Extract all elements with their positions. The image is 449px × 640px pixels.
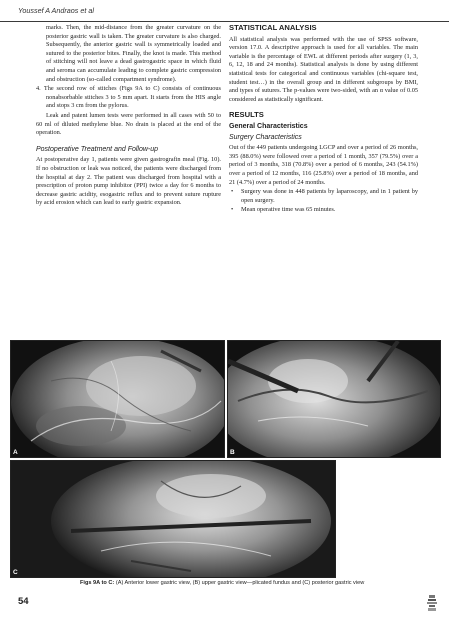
list-item-second-row: 4. The second row of stitches (Figs 9A to C) consists of continuous nonabsorbable stitches 3 to 5 mm apart. It starts from the HIS angle and stops 3 cm from the pylorus. [36,85,221,110]
right-column [229,24,418,216]
running-header: Youssef A Andraos et al [18,6,94,15]
figure-label-a: A [13,449,18,456]
bullet-operative-time: • Mean operative time was 65 minutes. [229,206,418,215]
heading-statistical-analysis: STATISTICAL ANALYSIS [229,23,317,32]
heading-results: RESULTS [229,110,264,120]
figure-9a-photo [10,340,225,458]
figure-caption [80,580,420,586]
heading-general-characteristics: General Characteristics [229,122,308,130]
caption-lead: Figs 9A to C: [80,580,115,586]
header-rule [0,21,449,22]
figure-9b-photo [227,340,441,458]
paragraph-follow-up: Out of the 449 patients undergoing LGCP and over a period of 26 months, 395 (88.0%) were followed over a period of 1 month, 357 (79.5%) over a period of 3 months, 318 (70.8%) over a period of 6 months, 243 (54.1%) over a period of 12 months, 116 (25.8%) over a period of 18 months, and 21 (4.7%) over a period of 24 months. [229,144,418,186]
page-number: 54 [18,596,29,607]
figure-9c-photo [10,460,336,578]
figure-label-b: B [230,449,235,456]
paragraph-stitching-method: marks. Then, the mid-distance from the greater curvature on the posterior gastric wall is taken. The greater curvature is also charged. Subsequently, the anterior gastric wall is symmetrically loaded and sutured to the posterior bites. Finally, the knot is made. This method of stitching will not leave a dead gastrogastric space in which fluid and seroma can accumulate leading to complete gastric compression and obstruction (so-called compartment syndrome). [46,24,221,83]
caption-text: (A) Anterior lower gastric view, (B) upper gastric view—plicated fundus and (C) posterior gastric view [114,580,365,586]
paragraph-statistics: All statistical analysis was performed with the use of SPSS software, version 17.0. A descriptive approach is used for all variables. The main variable is the percentage of EWL at different periods after surgery (1, 3, 6, 12, 18 and 24 months). Statistical analysis is done by using different statistical tests for categorical and continuous variables (chi-square test, student test…) in the overall group and in different subgroups by BMI, and types of sutures. The p-values were two-sided, with an α value of 0.05 considered as statistically significant. [229,35,418,103]
paragraph-postoperative: At postoperative day 1, patients were given gastrografin meal (Fig. 10). If no obstruction or leak was noticed, the patients were discharged from the hospital at day 2. The patient was discharged from hospital with a prescription of proton pump inhibitor (PPI) twice a day for 6 months to decrease gastric acidity, esogastric reflux and to prevent suture rupture by acid erosion which can lead to early gastric expansion. [36,156,221,207]
publisher-logo-icon [426,594,438,612]
figure-label-c: C [13,569,18,576]
paragraph-leak-test: Leak and patent lumen tests were performed in all cases with 50 to 60 ml of diluted methylene blue. No drain is placed at the end of the operation. [36,111,221,137]
left-column [36,24,221,209]
bullet-laparoscopy: • Surgery was done in 448 patients by laparoscopy, and in 1 patient by open surgery. [229,188,418,205]
heading-postoperative: Postoperative Treatment and Follow-up [36,145,159,153]
heading-surgery-characteristics: Surgery Characteristics [229,133,302,141]
